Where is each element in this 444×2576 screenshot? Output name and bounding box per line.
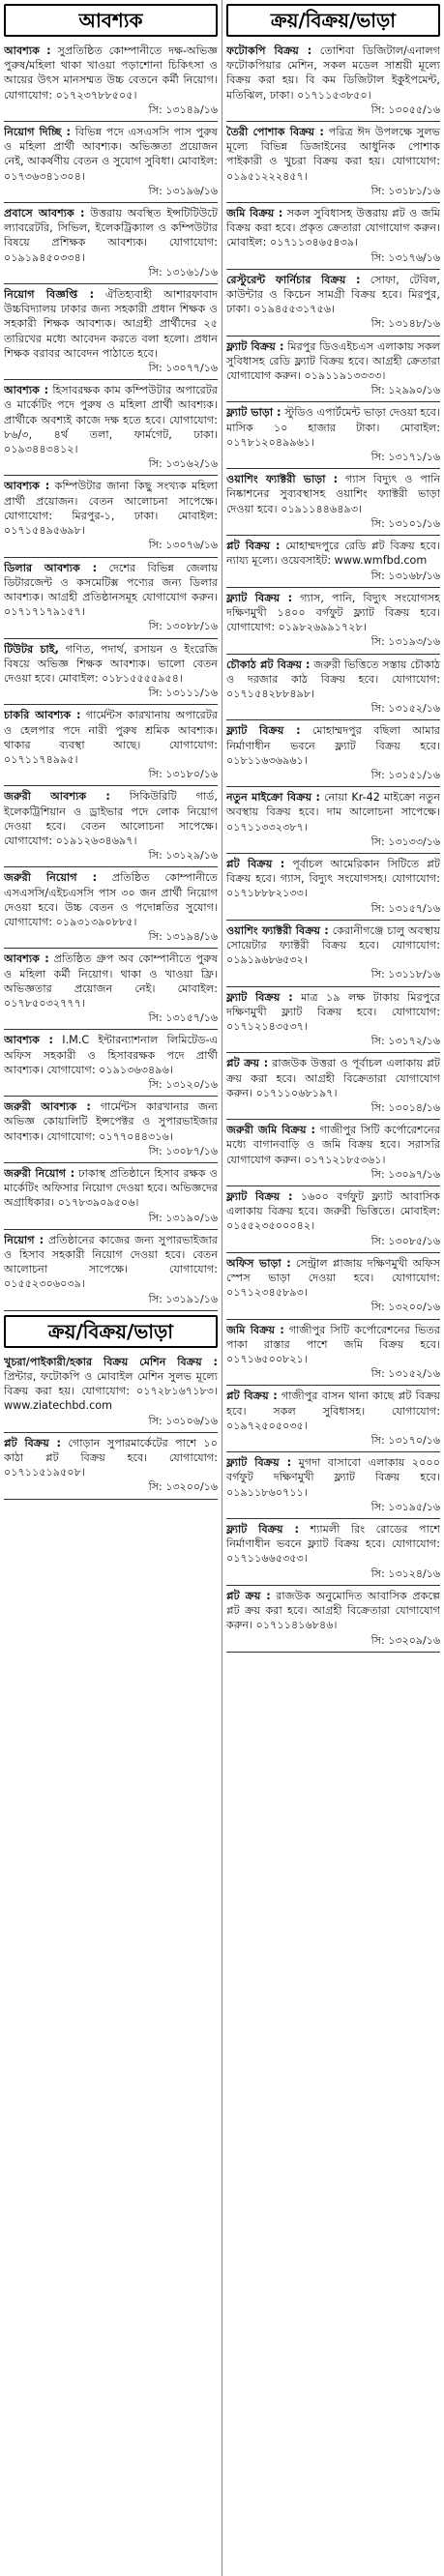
ad-code: সি: ১৩১৫৭/১৬	[148, 1011, 218, 1025]
ad-code: সি: ১৩০৮৮/১৬	[148, 620, 218, 633]
classified-ad	[226, 337, 440, 403]
ad-code: সি: ১৩০৫৫/১৬	[370, 102, 440, 116]
ad-body: পূর্বাচল আমেরিকান সিটিতে প্লট বিক্রয় হবে। গ্যাস, বিদ্যুৎ সংযোগসহ। যোগাযোগ: ০১৭১৮৮৮২১৩৩।	[226, 857, 440, 900]
ad-code: সি: ১৩২০০/১৬	[370, 1301, 440, 1314]
ad-code: সি: ১৩০৯৭/১৬	[370, 1167, 440, 1181]
ad-body: ১৬০০ বর্গফুট ফ্ল্যাট আবাসিক এলাকায় বিক্রয় হবে। জরুরী ভিত্তিতে। মোবাইল: ০১৫৫২৩৫০০০৪২।	[226, 1190, 440, 1233]
ad-code: সি: ১৩১৫১/১৬	[370, 768, 440, 781]
ad-code: সি: ১৩১৫৭/১৬	[370, 901, 440, 915]
classified-ad	[4, 41, 218, 122]
ad-body: সুপ্রতিষ্ঠিত কোম্পানীতে দক্ষ-অভিজ্ঞ পুরুষ/মহিলা থাকা খাওয়া পড়াশোনা চিকিৎসা ও আয়ের উৎস মানসম্মত উচ্চ বেতনে কর্মী নিয়োগ। যোগাযোগ: ০১৭২৩৭৮৮৫০৫।	[4, 44, 218, 102]
ad-code: সি: ১৩১৭১/১৬	[370, 451, 440, 464]
classified-ad	[226, 987, 440, 1054]
ad-code: সি: ১৩১২৯/১৬	[148, 849, 218, 863]
classified-ad	[4, 786, 218, 867]
classified-ad	[4, 705, 218, 786]
classified-ad	[226, 1386, 440, 1452]
classified-ad	[226, 203, 440, 270]
classified-ad	[226, 1186, 440, 1253]
ad-code: সি: ১৩০৭৭/১৬	[148, 362, 218, 375]
ad-lead: ডিলার আবশ্যক :	[4, 561, 98, 574]
ad-code: সি: ১৩০৮৫/১৬	[370, 1234, 440, 1247]
ad-body: গ্যাস, পানি, বিদ্যুৎ সংযোগসহ দক্ষিণমুখী ১৪০০ বর্গফুট ফ্ল্যাট বিক্রয় হবে। যোগাযোগ: ০১৯৮২৬৯৯১৭২৮।	[226, 591, 440, 634]
ad-lead: খুচরা/পাইকারী/হকার বিক্রয় মেশিন বিক্রয় :	[4, 1355, 218, 1368]
ad-lead: জরুরী আবশ্যক :	[4, 790, 110, 804]
ad-lead: ফ্ল্যাট বিক্রয় :	[226, 339, 284, 353]
ad-code: সি: ১৩২০০/১৬	[148, 1480, 218, 1494]
section-heading-wanted: আবশ্যক	[4, 4, 218, 37]
classified-ad	[226, 270, 440, 337]
ad-lead: প্লট বিক্রয় :	[226, 1390, 278, 1403]
classified-ad	[4, 1230, 218, 1311]
classified-ad	[226, 469, 440, 536]
ad-lead: নিয়োগ বিজ্ঞপ্তি :	[4, 288, 95, 302]
classified-ad	[4, 1097, 218, 1163]
ad-body: মাত্র ১৯ লক্ষ টাকায় মিরপুরে দক্ষিণমুখী ফ্ল্যাট বিক্রয় হবে। যোগাযোগ: ০১৭১২১৪৩৫৩৭।	[226, 990, 440, 1033]
ad-body: মোহাম্মদপুর বছিলা আমার নির্মাণাধীন ভবনে ফ্ল্যাট বিক্রয় হবে। ০১৮১১৬৩৬৯৬১।	[226, 724, 440, 767]
classified-ad	[4, 558, 218, 639]
ad-body: বিভিন্ন পদে এসএসসি পাস পুরুষ ও মহিলা প্রার্থী আবশ্যক। অভিজ্ঞতা প্রয়োজন নেই, আকর্ষণীয় বেতন ও সুযোগ সুবিধা। মোবাইল: ০১৭৩৬৩৪১৩০৪।	[4, 126, 218, 183]
ad-lead: তৈরী পোশাক বিক্রয় :	[226, 126, 324, 139]
left-ads-list	[4, 41, 218, 1311]
left-column	[4, 0, 218, 2576]
ad-code: সি: ১৩১৮১/১৬	[370, 184, 440, 197]
ad-body: স্টুডিও এপার্টমেন্ট ভাড়া দেওয়া হবে। মাসিক ১০ হাজার টাকা। মোবাইল: ০১৭৮১২০৪৯৯৬১।	[226, 406, 440, 449]
ad-body: নোয়া Kr-42 মাইক্রো নতুন অবস্থায় বিক্রয় হবে। দাম আলোচনা সাপেক্ষে। ০১৭১১৩৩২৩৮৭।	[226, 791, 440, 834]
ad-code: সি: ১৩১৯৩/১৬	[370, 635, 440, 649]
classified-ad	[226, 655, 440, 721]
ad-lead: প্লট ক্রয় :	[226, 1057, 269, 1070]
ad-lead: আবশ্যক :	[4, 952, 49, 966]
ad-lead: ফ্ল্যাট বিক্রয় :	[226, 990, 293, 1004]
ad-code: সি: ১৩১৭০/১৬	[370, 1434, 440, 1448]
ad-body: গার্মেন্টস কারখানার জন্য অভিজ্ঞ কোয়ালিটি ইন্সপেক্টর ও সুপারভাইজার আবশ্যক। যোগাযোগ: ০১৭৭০৪৪৩১৬।	[4, 1100, 218, 1143]
ad-code: সি: ১৩১৪৮/১৬	[370, 317, 440, 331]
ad-code: সি: ১৩২০৯/১৬	[370, 1633, 440, 1647]
ad-lead: জরুরী নিয়োগ :	[4, 1167, 75, 1181]
ad-code: সি: ১৩১৩৩/১৬	[370, 834, 440, 848]
ad-code: সি: ১৩১৬২/১৬	[148, 457, 218, 471]
ad-lead: প্রবাসে আবশ্যক :	[4, 207, 85, 220]
classified-ad	[226, 1253, 440, 1320]
ad-lead: ফ্ল্যাট বিক্রয় :	[226, 724, 301, 738]
classified-ad	[226, 921, 440, 987]
ad-code: সি: ১৩০৮৭/১৬	[148, 1144, 218, 1157]
ad-code: সি: ১৩১৮০/১৬	[148, 768, 218, 781]
ad-code: সি: ১৩১৭৬/১৬	[370, 250, 440, 264]
ad-lead: আবশ্যক :	[4, 1034, 54, 1047]
ad-lead: নিয়োগ :	[4, 1233, 44, 1246]
ad-code: সি: ১৩১৫২/১৬	[370, 1367, 440, 1381]
ad-body: শ্যামলী রিং রোডের পাশে নির্মাণাধীন ভবনে ফ্ল্যাট বিক্রয় হবে। যোগাযোগ: ০১৭১১৬৬৫৩৫৩।	[226, 1523, 440, 1566]
right-ads-list	[226, 41, 440, 1653]
ad-code: সি: ১৩১৪৯/১৬	[148, 102, 218, 116]
ad-code: সি: ১৩১৯৬/১৬	[148, 184, 218, 197]
ad-lead: আবশ্যক :	[4, 384, 49, 397]
right-column	[226, 0, 440, 2576]
ad-lead: ওয়াশিং ফ্যাক্টরী বিক্রয় :	[226, 923, 329, 937]
ad-body: গোড়ান সুপারমার্কেটের পাশে ১০ কাঠা প্লট বিক্রয় হবে। যোগাযোগ: ০১৭১১৫১৯৫০৮।	[4, 1436, 218, 1479]
ad-body: দেশের বিভিন্ন জেলায় ডিটারজেন্ট ও কসমেটিক্স পণ্যের জন্য ডিলার আবশ্যক। আগ্রহী প্রতিষ্ঠানসমূহ যোগাযোগ করুন। ০১৭১৭১৭৯১৫৭।	[4, 561, 218, 619]
ad-lead: নিয়োগ দিচ্ছি :	[4, 126, 72, 139]
ad-lead: অফিস ভাড়া :	[226, 1256, 291, 1270]
ad-lead: জরুরী নিয়োগ :	[4, 871, 98, 885]
ad-lead: আবশ্যক :	[4, 44, 51, 57]
classified-ad	[226, 854, 440, 921]
ad-code: সি: ১৩১৫২/১৬	[370, 702, 440, 716]
ad-body: গণিত, পদার্থ, রসায়ন ও ইংরেজি বিষয়ে অভিজ্ঞ শিক্ষক আবশ্যক। ভালো বেতন দেওয়া হবে। মোবাইল: ০১৮১৫৫৫৫৯৫৪।	[4, 642, 218, 685]
ad-lead: প্লট বিক্রয় :	[4, 1436, 62, 1449]
ad-code: সি: ১৩১২৪/১৬	[370, 1566, 440, 1580]
ad-lead: প্লট বিক্রয় :	[226, 857, 285, 870]
ad-lead: ফ্ল্যাট বিক্রয় :	[226, 1190, 293, 1204]
classified-ad	[4, 867, 218, 949]
classified-ad	[226, 588, 440, 655]
classified-ad	[226, 720, 440, 787]
classified-ad	[226, 1452, 440, 1519]
ad-body: প্রিন্টার, ফটোকপি ও মোবাইল মেশিন সুলভ মূল্যে বিক্রয় করা হয়। যোগাযোগ: ০১৭২৮১৬৭১৮৩। www.ziatechbd.com	[4, 1370, 218, 1413]
ad-body: মুগদা বাসাবো এলাকায় ২০০০ বর্গফুট দক্ষিণমুখী ফ্ল্যাট বিক্রয় হবে। ০১৯১১৮৬০৭১১।	[226, 1456, 440, 1499]
ad-body: ঐতিহ্যবাহী আশারফাবাদ উচ্চবিদ্যালয় ঢাকার জন্য সহকারী প্রধান শিক্ষক ও সহকারী শিক্ষক আবশ্যক। আগ্রহী প্রার্থীদের ২৫ তারিখের মধ্যে আবেদন করতে বলা হলো। প্রধান শিক্ষক বরাবর আবেদন পাঠাতে হবে।	[4, 288, 218, 360]
ad-body: গাজীপুর সিটি কর্পোরেশনের মধ্যে বাগানবাড়ি ও জমি বিক্রয় হবে। সরাসরি যোগাযোগ করুন। ০১৭১২১৮৫৩৬১।	[226, 1124, 440, 1166]
section-heading-buy-sell-rent: ক্রয়/বিক্রয়/ভাড়া	[226, 4, 440, 37]
ad-code: সি: ১৩১৬৮/১৬	[370, 569, 440, 582]
classified-ad	[226, 536, 440, 588]
classified-ad	[226, 402, 440, 469]
ad-lead: ওয়াশিং ফ্যাক্টরী ভাড়া :	[226, 473, 339, 486]
ad-lead: প্লট বিক্রয় :	[226, 540, 281, 553]
section-heading-buy-sell-rent-left: ক্রয়/বিক্রয়/ভাড়া	[4, 1315, 218, 1348]
ad-lead: আবশ্যক :	[4, 480, 50, 493]
ad-body: মোহাম্মদপুরে রেডি প্লট বিক্রয় হবে। ন্যায্য মূল্যে। ওয়েবসাইট: www.wmfbd.com	[226, 540, 440, 568]
classified-ad	[4, 1030, 218, 1097]
ad-body: রাজউক উত্তরা ও পূর্বাচল এলাকায় প্লট ক্রয় করা হবে। আগ্রহী বিক্রেতারা যোগাযোগ করুন। ০১৭১১০৬৮১৯৭।	[226, 1057, 440, 1099]
ad-lead: জরুরী আবশ্যক :	[4, 1100, 91, 1114]
ad-code: সি: ১৩১৯৫/১৬	[370, 1500, 440, 1513]
left-sub-ads-list	[4, 1352, 218, 1500]
ad-body: কেরানীগঞ্জে চালু অবস্থায় সোয়েটার ফ্যাক্টরী বিক্রয় হবে। যোগাযোগ: ০১৯১৯৬৮৬৫৩২।	[226, 923, 440, 967]
ad-body: প্রতিষ্ঠানের কাজের জন্য সুপারভাইজার ও হিসাব সহকারী নিয়োগ দেওয়া হবে। বেতন আলোচনা সাপেক্ষে। যোগাযোগ: ০১৫৫২৩০৬০৩৯।	[4, 1233, 218, 1291]
ad-lead: চাকরি আবশ্যক :	[4, 709, 81, 722]
ad-body: গাজীপুর বাসন থানা কাছে প্লট বিক্রয় হবে। সকল সুবিধাসহ। যোগাযোগ: ০১৯৭২৫০৫০৩৫।	[226, 1390, 440, 1432]
classified-ad	[4, 1163, 218, 1230]
ad-lead: নতুন মাইক্রো বিক্রয় :	[226, 791, 321, 805]
ad-body: রাজউক অনুমোদিত আবাসিক প্রকল্পে প্লট ক্রয় করা হবে। আগ্রহী বিক্রেতারা যোগাযোগ করুন। ০১৭১১৪১৬৮৪৬।	[226, 1589, 440, 1632]
ad-body: তোশিবা ডিজিটাল/এনালগ ফটোকপিয়ার মেশিন, সকল মডেল সাশ্রয়ী মূল্যে বিক্রয় করা হয়। বি কম ডিজিটাল ইকুইপমেন্ট, মতিঝিল, ঢাকা। ০১৭১১৫৩৮৫০।	[226, 44, 440, 102]
ad-code: সি: ১৩১০৬/১৬	[148, 1414, 218, 1427]
ad-body: প্রতিষ্ঠিত কোম্পানীতে এসএসসি/এইচএসসি পাস ৩০ জন প্রার্থী নিয়োগ দেওয়া হবে। উচ্চ বেতন ও পদোন্নতির সুযোগ। যোগাযোগ: ০১৯৩১৩৯০৮৮৫।	[4, 871, 218, 928]
ad-body: গ্যাস বিদ্যুৎ ও পানি নিষ্কাশনের সুব্যবস্থাসহ ওয়াশিং ফ্যাক্টরী ভাড়া দেওয়া হবে। ০১৯১১৪৪৬৪৯৩।	[226, 473, 440, 515]
ad-code: সি: ১৩০৭৬/১৬	[148, 539, 218, 552]
ad-lead: প্লট ক্রয় :	[226, 1589, 271, 1602]
ad-code: সি: ১৩১১১/১৬	[148, 687, 218, 700]
classified-ad	[226, 1320, 440, 1387]
ad-code: সি: ১৩১৯১/১৬	[148, 1292, 218, 1305]
classified-ad	[4, 284, 218, 380]
ad-lead: ফ্ল্যাট ভাড়া :	[226, 406, 281, 420]
ad-body: হিসাবরক্ষক কাম কম্পিউটার অপারেটর ও মার্কেটিং পদে পুরুষ ও মহিলা প্রার্থী আবশ্যক। প্রার্থীকে অবশ্যই কাজে দক্ষ হতে হবে। যোগাযোগ: ৮৬/৩, ৪র্থ তলা, ফার্মগেট, ঢাকা। ০১৯৩৪৪৩৪১২।	[4, 384, 218, 456]
ad-lead: ফটোকপি বিক্রয় :	[226, 44, 312, 57]
ad-body: পরিত্র ঈদ উপলক্ষে সুলভ মূল্যে বিভিন্ন ডিজাইনের আধুনিক পোশাক পাইকারী ও খুচরা বিক্রয় করা হয়। যোগাযোগ: ০১৯৫১২২২৪৫৭।	[226, 126, 440, 183]
ad-body: সকল সুবিধাসহ উত্তরায় প্লট ও জমি বিক্রয় করা হবে। প্রকৃত ক্রেতারা যোগাযোগ করুন। মোবাইল: ০১৭১১৩৪৬৫৪৩৯।	[226, 207, 440, 249]
ad-code: সি: ১৩১২০/১৬	[148, 1078, 218, 1091]
ad-body: ঢাকাস্থ প্রতিষ্ঠানে হিসাব রক্ষক ও মার্কেটিং অফিসার নিয়োগ দেওয়া হবে। অভিজ্ঞদের অগ্রাধিকার। ০১৭৮৩৯০৯৫০৬।	[4, 1167, 218, 1210]
ad-body: I.M.C ইন্টারন্যাশনাল লিমিটেড-এ অফিস সহকারী ও হিসাবরক্ষক পদে প্রার্থী আবশ্যক। যোগাযোগ: ০১৯১৩৬৩৪৯৬।	[4, 1034, 218, 1076]
ad-lead: জমি বিক্রয় :	[226, 207, 283, 220]
ad-code: সি: ১২৯৯০/১৬	[370, 384, 440, 397]
ad-body: কম্পিউটার জানা কিছু সংখ্যক মহিলা প্রার্থী প্রয়োজন। বেতন আলোচনা সাপেক্ষে। যোগাযোগ: মিরপুর-১, ঢাকা। মোবাইল: ০১৭১৫৪৯৫৬৯৮।	[4, 480, 218, 538]
classified-ad	[226, 1053, 440, 1120]
ad-lead: জমি বিক্রয় :	[226, 1323, 284, 1336]
ad-body: সেন্ট্রাল প্লাজায় দক্ষিণমুখী অফিস স্পেস ভাড়া দেওয়া হবে। যোগাযোগ: ০১৭১২৩৪৫৮৯৩।	[226, 1256, 440, 1300]
ad-lead: চৌকাঠ প্লট বিক্রয় :	[226, 658, 311, 671]
ad-lead: রেস্টুরেন্ট ফার্নিচার বিক্রয় :	[226, 273, 361, 286]
classified-ad	[4, 203, 218, 284]
ad-body: গার্মেন্টস কারখানায় অপারেটর ও হেলপার পদে নারী পুরুষ শ্রমিক আবশ্যক। থাকার ব্যবস্থা আছে। যোগাযোগ: ০১৭১১৭৪৯৯৫।	[4, 709, 218, 766]
ad-code: সি: ১৩১৯০/১৬	[148, 1211, 218, 1224]
classified-ad	[4, 1352, 218, 1433]
ad-body: জরুরী ভিত্তিতে সস্তায় চৌকাঠ ও দরজার কাঠ বিক্রয় হবে। যোগাযোগ: ০১৭১৫৪২৮৮৪৯৮।	[226, 658, 440, 700]
ad-body: গাজীপুর সিটি কর্পোরেশনের ভিতর পাকা রাস্তার পাশে জমি বিক্রয় হবে। ০১৭১৬৫০০৮২১।	[226, 1323, 440, 1366]
classified-ad	[226, 1120, 440, 1186]
ad-body: উত্তরায় অবস্থিত ইন্সটিটিউটে ল্যাবরেটরি, সিভিল, ইলেকট্রিক্যাল ও কম্পিউটার বিষয়ে প্রশিক্ষক আবশ্যক। যোগাযোগ: ০১৯১৯৪৫০৩৩৪।	[4, 207, 218, 264]
ad-lead: ফ্ল্যাট বিক্রয় :	[226, 1523, 300, 1537]
ad-body: সিকিউরিটি গার্ড, ইলেকট্রিশিয়ান ও ড্রাইভার পদে লোক নিয়োগ দেওয়া হবে। বেতন আলোচনা সাপেক্ষে। যোগাযোগ: ০১৯১২৬৩৪৬৯৭।	[4, 790, 218, 847]
classified-ad	[226, 1519, 440, 1586]
ad-code: সি: ১৩০১৪/১৬	[370, 1101, 440, 1114]
classified-ad	[4, 639, 218, 706]
classified-ad	[226, 41, 440, 122]
classified-ad	[226, 1586, 440, 1653]
classified-ad	[4, 949, 218, 1030]
classified-ad	[4, 380, 218, 476]
classified-ad	[4, 476, 218, 557]
ad-lead: ফ্ল্যাট বিক্রয় :	[226, 1456, 292, 1470]
ad-code: সি: ১৩১৯৪/১৬	[148, 930, 218, 944]
ad-code: সি: ১৩১১৮/১৬	[370, 968, 440, 981]
ad-code: সি: ১৩১৬১/১৬	[148, 265, 218, 278]
ad-lead: টিউটর চাই,	[4, 642, 59, 656]
ad-lead: জরুরী জমি বিক্রয় :	[226, 1124, 316, 1137]
classified-ad	[4, 122, 218, 203]
classified-ad	[226, 122, 440, 203]
ad-lead: ফ্ল্যাট বিক্রয় :	[226, 591, 293, 604]
ad-code: সি: ১৩১০১/১৬	[370, 516, 440, 530]
ad-code: সি: ১৩১৭২/১৬	[370, 1035, 440, 1048]
classified-ad	[4, 1433, 218, 1500]
ad-body: প্রতিষ্ঠিত গ্রুপ অব কোম্পানীতে পুরুষ ও মহিলা কর্মী নিয়োগ। থাকা ও খাওয়া ফ্রি। অভিজ্ঞতার প্রয়োজন নেই। মোবাইল: ০১৭৮৫০৩২৭৭৭।	[4, 952, 218, 1010]
ad-body: মিরপুর ডিওএইচএস এলাকায় সকল সুবিধাসহ রেডি ফ্ল্যাট বিক্রয় হবে। আগ্রহী ক্রেতারা যোগাযোগ করুন। ০১৯১১৯১৩৩৩৩।	[226, 339, 440, 383]
classified-ad	[226, 787, 440, 854]
ad-body: সোফা, টেবিল, কাউন্টার ও কিচেন সামগ্রী বিক্রয় হবে। মিরপুর, ঢাকা। ০১৯৪৫৫৩১৭৫৬।	[226, 273, 440, 316]
